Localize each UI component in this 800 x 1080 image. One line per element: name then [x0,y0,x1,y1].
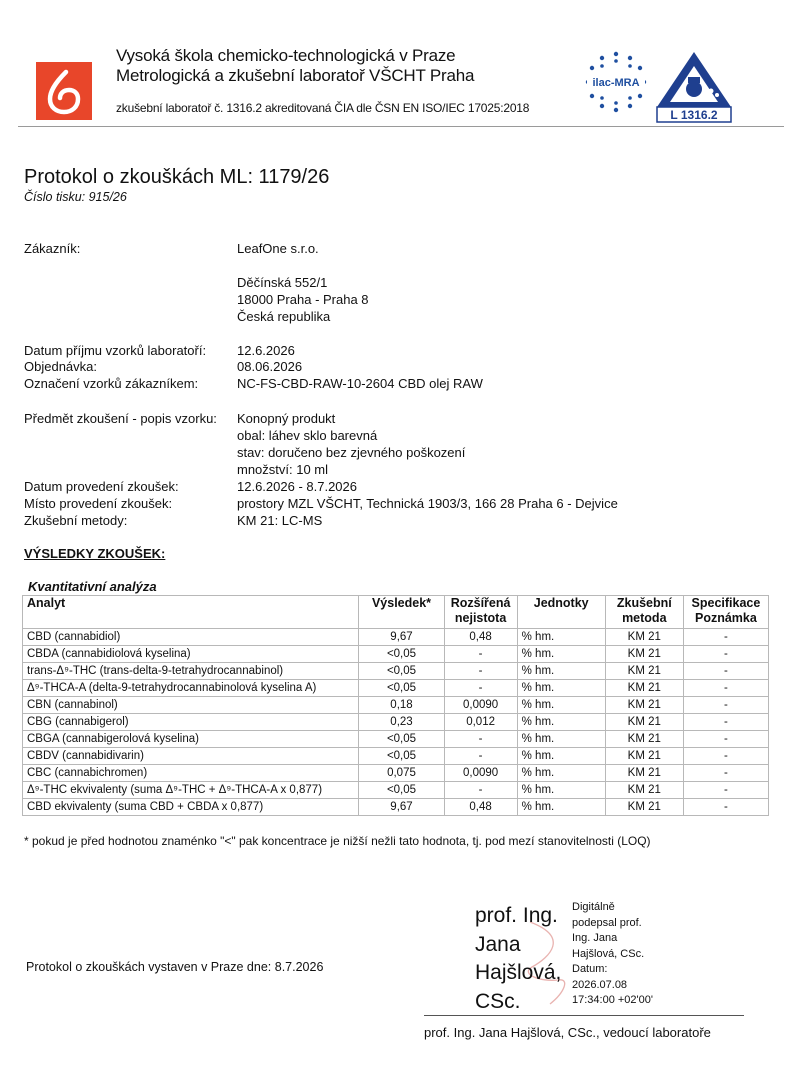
cell-uncertainty: - [444,748,517,765]
accreditation-text: zkušební laboratoř č. 1316.2 akreditovaná ČIA dle ČSN EN ISO/IEC 17025:2018 [116,101,530,115]
test-date-label: Datum provedení zkoušek: [24,479,179,494]
cell-analyte: trans-Δ⁹-THC (trans-delta-9-tetrahydrocannabinol) [23,663,359,680]
cell-result: 0,18 [359,697,444,714]
cell-uncertainty: 0,012 [444,714,517,731]
cell-spec: - [683,680,768,697]
subject-line-3: stav: doručeno bez zjevného poškození [237,445,466,460]
received-label: Datum příjmu vzorků laboratoří: [24,343,207,358]
cell-result: 9,67 [359,629,444,646]
cell-analyte: Δ⁹-THC ekvivalenty (suma Δ⁹-THC + Δ⁹-THCA-A x 0,877) [23,782,359,799]
cell-spec: - [683,748,768,765]
cell-units: % hm. [517,799,605,816]
cell-uncertainty: 0,0090 [444,765,517,782]
col-analyte: Analyt [23,596,359,629]
cell-analyte: CBD (cannabidiol) [23,629,359,646]
cell-method: KM 21 [605,799,683,816]
signature-name-line1: prof. Ing. [475,904,558,927]
customer-address-city: 18000 Praha - Praha 8 [237,292,369,307]
table-header-row [23,596,769,629]
col-spec-line2: Poznámka [695,611,757,625]
received-value: 12.6.2026 [237,343,295,358]
svg-text:ilac-MRA: ilac-MRA [592,77,640,89]
order-label: Objednávka: [24,359,97,374]
cell-method: KM 21 [605,697,683,714]
digital-signature-details [572,900,653,1009]
quantitative-heading: Kvantitativní analýza [28,579,157,594]
print-number: Číslo tisku: 915/26 [24,190,127,204]
flask-drop-icon [36,62,92,120]
col-method [605,596,683,629]
sig-detail-7: 17:34:00 +02'00' [572,994,653,1006]
test-place-value: prostory MZL VŠCHT, Technická 1903/3, 166 28 Praha 6 - Dejvice [237,496,618,511]
cell-method: KM 21 [605,680,683,697]
col-uncertainty [444,596,517,629]
methods-value: KM 21: LC-MS [237,513,323,528]
table-row [23,731,769,748]
test-place-label: Místo provedení zkoušek: [24,496,173,511]
cell-method: KM 21 [605,629,683,646]
table-row [23,646,769,663]
signatory-title: prof. Ing. Jana Hajšlová, CSc., vedoucí laboratoře [424,1025,711,1040]
cell-method: KM 21 [605,714,683,731]
cell-uncertainty: - [444,646,517,663]
signature-name-line3: Hajšlová, [475,961,562,984]
results-heading: VÝSLEDKY ZKOUŠEK: [24,546,166,561]
table-row [23,748,769,765]
sig-detail-1: Digitálně [572,901,615,913]
cell-spec: - [683,697,768,714]
subject-line-1: Konopný produkt [237,411,336,426]
cell-result: <0,05 [359,748,444,765]
table-row [23,680,769,697]
signature-line [424,1015,744,1016]
cell-analyte: CBD ekvivalenty (suma CBD + CBDA x 0,877) [23,799,359,816]
sample-marking-value: NC-FS-CBD-RAW-10-2604 CBD olej RAW [237,376,483,391]
table-row [23,782,769,799]
subject-line-4: množství: 10 ml [237,462,329,477]
col-uncertainty-line2: nejistota [454,611,507,625]
cell-result: <0,05 [359,782,444,799]
cell-units: % hm. [517,731,605,748]
cell-units: % hm. [517,663,605,680]
signature-name [475,902,561,1016]
cell-analyte: CBN (cannabinol) [23,697,359,714]
cell-uncertainty: - [444,680,517,697]
sig-detail-5: Datum: [572,963,608,975]
cell-analyte: CBDV (cannabidivarin) [23,748,359,765]
cell-uncertainty: - [444,782,517,799]
header-divider [18,126,784,127]
test-date-value: 12.6.2026 - 8.7.2026 [237,479,357,494]
cell-uncertainty: - [444,663,517,680]
col-uncertainty-line1: Rozšířená [450,596,511,610]
col-units: Jednotky [517,596,605,629]
cell-method: KM 21 [605,748,683,765]
customer-address-country: Česká republika [237,309,331,324]
issue-statement: Protokol o zkouškách vystaven v Praze dne: 8.7.2026 [26,960,324,974]
customer-name: LeafOne s.r.o. [237,241,319,256]
cell-spec: - [683,731,768,748]
cell-spec: - [683,799,768,816]
cell-method: KM 21 [605,663,683,680]
cell-uncertainty: 0,48 [444,799,517,816]
cell-units: % hm. [517,748,605,765]
cell-spec: - [683,663,768,680]
col-spec-line1: Specifikace [691,596,761,610]
cell-analyte: CBC (cannabichromen) [23,765,359,782]
signature-name-line2: Jana [475,932,521,956]
cell-analyte: Δ⁹-THCA-A (delta-9-tetrahydrocannabinolová kyselina A) [23,680,359,697]
cell-method: KM 21 [605,731,683,748]
cell-uncertainty: 0,48 [444,629,517,646]
cell-spec: - [683,714,768,731]
cell-uncertainty: 0,0090 [444,697,517,714]
cell-analyte: CBGA (cannabigerolová kyselina) [23,731,359,748]
cell-result: 0,075 [359,765,444,782]
table-row [23,765,769,782]
order-value: 08.06.2026 [237,359,303,374]
cell-method: KM 21 [605,765,683,782]
table-row [23,697,769,714]
table-row [23,663,769,680]
cell-result: <0,05 [359,663,444,680]
cell-result: <0,05 [359,680,444,697]
cell-units: % hm. [517,646,605,663]
cell-analyte: CBG (cannabigerol) [23,714,359,731]
cell-units: % hm. [517,782,605,799]
customer-address-street: Děčínská 552/1 [237,275,328,290]
sig-detail-6: 2026.07.08 [572,978,628,991]
vscht-logo [36,62,92,120]
cell-units: % hm. [517,629,605,646]
signature-name-line4: CSc. [475,989,521,1013]
sig-detail-2: podepsal prof. [572,916,642,929]
cell-method: KM 21 [605,646,683,663]
cell-units: % hm. [517,680,605,697]
cell-result: 0,23 [359,714,444,731]
protocol-title: Protokol o zkouškách ML: 1179/26 [24,166,330,188]
col-specification [683,596,768,629]
table-row [23,714,769,731]
subject-line-2: obal: láhev sklo barevná [237,428,378,443]
cai-accreditation-logo [655,49,733,123]
ilac-mra-logo [583,49,649,115]
cell-result: <0,05 [359,731,444,748]
cell-analyte: CBDA (cannabidiolová kyselina) [23,646,359,663]
cell-units: % hm. [517,714,605,731]
sample-marking-label: Označení vzorků zákazníkem: [24,376,199,391]
footnote: * pokud je před hodnotou znaménko "<" pak koncentrace je nižší nežli tato hodnota, tj. pod mezí stanovitelnosti (LOQ) [24,834,651,848]
customer-label: Zákazník: [24,241,81,256]
cell-units: % hm. [517,697,605,714]
cell-spec: - [683,782,768,799]
sig-detail-4: Hajšlová, CSc. [572,947,645,960]
cell-uncertainty: - [444,731,517,748]
subject-label: Předmět zkoušení - popis vzorku: [24,411,217,426]
svg-text:L 1316.2: L 1316.2 [670,108,718,122]
table-row [23,799,769,816]
sig-detail-3: Ing. Jana [572,932,618,944]
col-method-line2: metoda [622,611,667,625]
col-result: Výsledek* [359,596,444,629]
cell-result: <0,05 [359,646,444,663]
cell-units: % hm. [517,765,605,782]
methods-label: Zkušební metody: [24,513,128,528]
table-row [23,629,769,646]
cell-spec: - [683,765,768,782]
cell-spec: - [683,646,768,663]
institution-name: Vysoká škola chemicko-technologická v Praze [116,46,456,65]
laboratory-name: Metrologická a zkušební laboratoř VŠCHT Praha [116,66,475,85]
results-table [22,595,769,816]
col-method-line1: Zkušební [616,596,672,610]
cell-spec: - [683,629,768,646]
cell-result: 9,67 [359,799,444,816]
cell-method: KM 21 [605,782,683,799]
